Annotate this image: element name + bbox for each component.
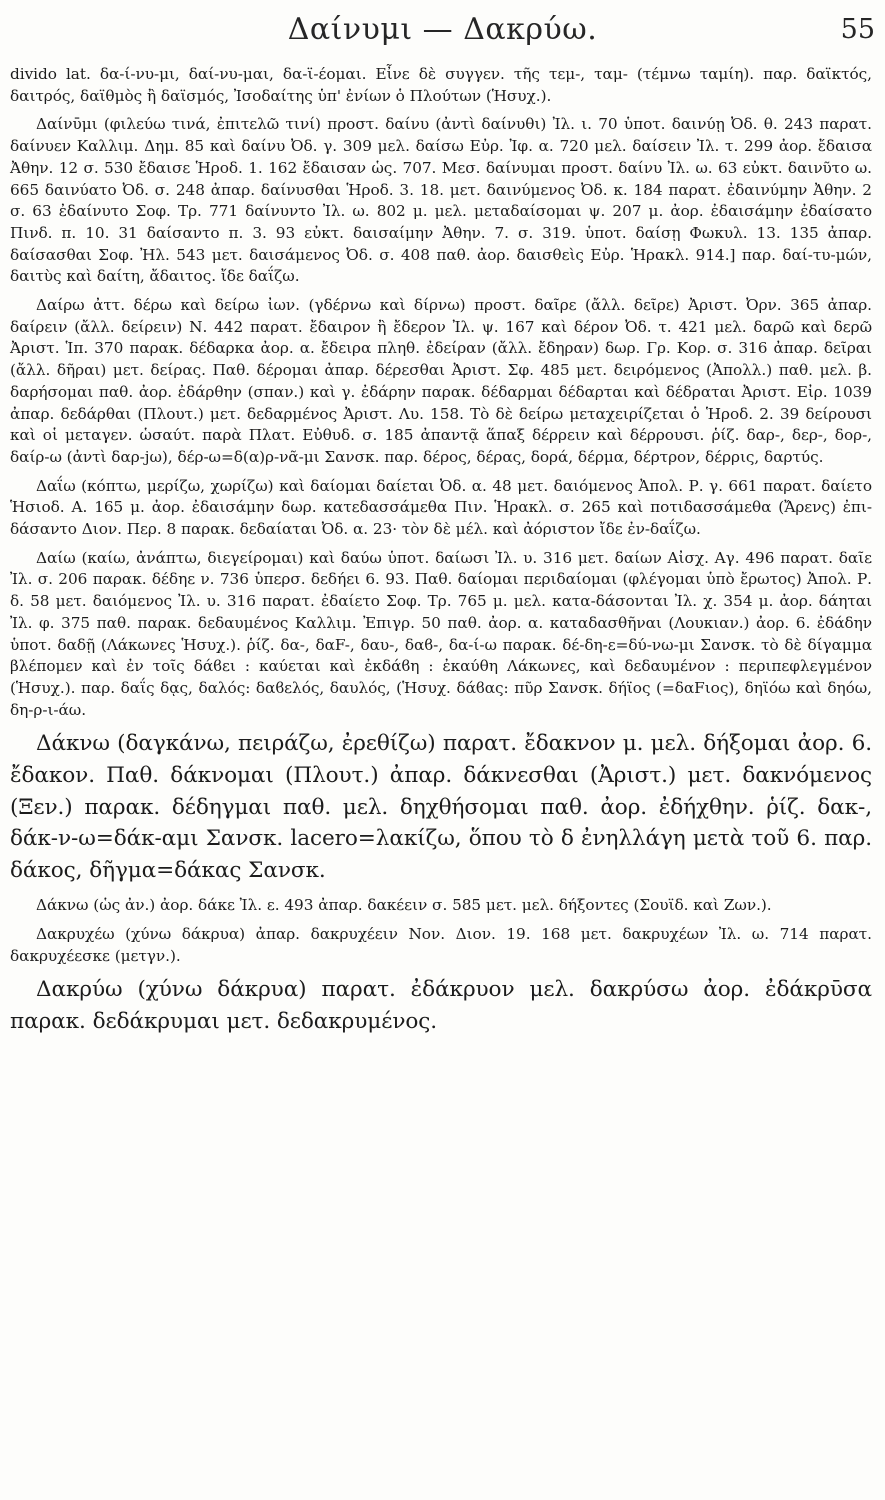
dictionary-body [10,64,872,1047]
entry-dakno: Δάκνω (δαγκάνω, πειράζω, ἐρεθίζω) παρατ. ἔδακνον μ. μελ. δήξομαι ἀορ. 6. ἔδακον. Παθ. δάκνομαι (Πλουτ.) ἀπαρ. δάκνεσθαι (Ἀριστ.) μετ. δακνόμενος (Ξεν.) παρακ. δέδηγμαι παθ. μελ. δηχθήσομαι παθ. ἀορ. ἐδήχθην. ῥίζ. δακ-, δάκ-ν-ω=δάκ-αμι Σανσκ. lacero=λακίζω, ὅπου τὸ δ ἐνηλλάγη μετὰ τοῦ 6. παρ. δάκος, δῆγμα=δάκας Σανσκ. [10,731,872,883]
entry-daio-divide: Δαΐω (κόπτω, μερίζω, χωρίζω) καὶ δαίομαι δαίεται Ὀδ. α. 48 μετ. δαιόμενος Ἀπολ. Ρ. γ. 661 παρατ. δαίετο Ἡσιοδ. Α. 165 μ. ἀορ. ἐδαισάμην δωρ. κατεδασσάμεθα Πιν. Ἡρακλ. σ. 265 καὶ ποτιδασσάμεθα (Ἄρενς) ἐπι-δάσαντο Διον. Περ. 8 παρακ. δεδαίαται Ὀδ. α. 23· τὸν δὲ μέλ. καὶ ἀόριστον ἴδε ἐν-δαΐζω. [10,476,872,539]
page-header [0,10,885,54]
entry-dainymi: Δαίνῡμι (φιλεύω τινά, ἐπιτελῶ τινί) προστ. δαίνυ (ἀντὶ δαίνυθι) Ἰλ. ι. 70 ὑποτ. δαινύῃ Ὀδ. θ. 243 παρατ. δαίνυεν Καλλιμ. Δημ. 85 καὶ δαίνυ Ὀδ. γ. 309 μελ. δαίσω Εὐρ. Ἰφ. α. 720 μελ. δαίσειν Ἰλ. τ. 299 ἀορ. ἔδαισα Ἀθην. 12 σ. 530 ἔδαισε Ἡροδ. 1. 162 ἔδαισαν ὡς. 707. Μεσ. δαίνυμαι προστ. δαίνυ Ἰλ. ω. 63 εὐκτ. δαινῦτο ω. 665 δαινύατο Ὀδ. σ. 248 ἀπαρ. δαίνυσθαι Ἡροδ. 3. 18. μετ. δαινύμενος Ὀδ. κ. 184 παρατ. ἐδαινύμην Ἀθην. 2 σ. 63 ἐδαίνυτο Σοφ. Τρ. 771 δαίνυντο Ἰλ. ω. 802 μ. μελ. μεταδαίσομαι ψ. 207 μ. ἀορ. ἐδαισάμην ἐδαίσατο Πινδ. π. 10. 31 δαίσαντο π. 3. 93 εὐκτ. δαισαίμην Ἀθην. 7. σ. 319. ὑποτ. δαίσῃ Φωκυλ. 13. 135 ἀπαρ. δαίσασθαι Σοφ. Ἠλ. 543 μετ. δαισάμενος Ὀδ. σ. 408 παθ. ἀορ. δαισθεὶς Εὐρ. Ἡρακλ. 914.] παρ. δαί-τυ-μών, δαιτὺς καὶ δαίτη, ἄδαιτος. ἴδε δαΐζω. [10,115,872,286]
entry-dakrycheo: Δακρυχέω (χύνω δάκρυα) ἀπαρ. δακρυχέειν Νον. Διον. 19. 168 μετ. δακρυχέων Ἰλ. ω. 714 παρατ. δακρυχέεσκε (μετγν.). [10,925,872,965]
page-number: 55 [840,14,875,45]
entry-daio-continuation: divido lat. δα-ί-νυ-μι, δαί-νυ-μαι, δα-ϊ-έομαι. Εἶνε δὲ συγγεν. τῆς τεμ-, ταμ- (τέμνω ταμίη). παρ. δαϊκτός, δαιτρός, δαϊθμὸς ἢ δαϊσμός, Ἰσοδαίτης ὑπ' ἐνίων ὁ Πλούτων (Ἡσυχ.). [10,65,872,105]
entry-dakryo: Δακρύω (χύνω δάκρυα) παρατ. ἐδάκρυον μελ. δακρύσω ἀορ. ἐδάκρῡσα παρακ. δεδάκρυμαι μετ. δεδακρυμένος. [10,977,872,1035]
running-title: Δαίνυμι — Δακρύω. [287,12,598,47]
entry-dakno-second: Δάκνω (ὡς ἀν.) ἀορ. δάκε Ἰλ. ε. 493 ἀπαρ. δακέειν σ. 585 μετ. μελ. δήξοντες (Σουϊδ. καὶ Ζων.). [36,896,772,915]
entry-daio-burn: Δαίω (καίω, ἀνάπτω, διεγείρομαι) καὶ δαύω ὑποτ. δαίωσι Ἰλ. υ. 316 μετ. δαίων Αἰσχ. Αγ. 496 παρατ. δαῖε Ἰλ. σ. 206 παρακ. δέδηε ν. 736 ὑπερσ. δεδήει 6. 93. Παθ. δαίομαι περιδαίομαι (φλέγομαι ὑπὸ ἔρωτος) Ἀπολ. Ρ. δ. 58 μετ. δαιόμενος Ἰλ. υ. 316 παρατ. ἐδαίετο Σοφ. Τρ. 765 μ. μελ. κατα-δάσονται Ἰλ. χ. 354 μ. ἀορ. δάηται Ἰλ. φ. 375 παθ. παρακ. δεδαυμένος Καλλιμ. Ἐπιγρ. 50 παθ. ἀορ. α. καταδασθῆναι (Λουκιαν.) ἀορ. 6. ἐδάδην ὑποτ. δαδῇ (Λάκωνες Ἡσυχ.). ῥίζ. δα-, δαF-, δαυ-, δαϐ-, δα-ί-ω παρακ. δέ-δη-ε=δύ-νω-μι Σανσκ. τὸ δὲ δίγαμμα βλέπομεν καὶ ἐν τοῖς δάϐει : καύεται καὶ ἐκδάϐη : ἐκαύθη Λάκωνες, καὶ δεδαυμένον : περιπεφλεγμένον (Ἡσυχ.). παρ. δαΐς δᾳς, δαλός: δαϐελός, δαυλός, (Ἡσυχ. δάϐας: πῦρ Σανσκ. δήϊος (=δαFιος), δηϊόω καὶ δηόω, δη-ρ-ι-άω. [10,548,872,719]
entry-dairo: Δαίρω ἀττ. δέρω καὶ δείρω ἰων. (γδέρνω καὶ δίρνω) προστ. δαῖρε (ἄλλ. δεῖρε) Ἀριστ. Ὀρν. 365 ἀπαρ. δαίρειν (ἄλλ. δείρειν) Ν. 442 παρατ. ἔδαιρον ἢ ἔδερον Ἰλ. ψ. 167 καὶ δέρον Ὀδ. τ. 421 μελ. δαρῶ καὶ δερῶ Ἀριστ. Ἱπ. 370 παρακ. δέδαρκα ἀορ. α. ἔδειρα πληθ. ἐδείραν (ἄλλ. ἔδηραν) δωρ. Γρ. Κορ. σ. 316 ἀπαρ. δεῖραι (ἄλλ. δῆραι) μετ. δείρας. Παθ. δέρομαι ἀπαρ. δέρεσθαι Ἀριστ. Σφ. 485 μετ. δειρόμενος (Ἀπολλ.) παθ. μελ. β. δαρήσομαι παθ. ἀορ. ἐδάρθην (σπαν.) καὶ γ. ἐδάρην παρακ. δέδαρμαι δέδαρται καὶ δέδραται Ἀριστ. Εἰρ. 1039 ἀπαρ. δεδάρθαι (Πλουτ.) μετ. δεδαρμένος Ἀριστ. Λυ. 158. Τὸ δὲ δείρω μεταχειρίζεται ὁ Ἡροδ. 2. 39 δείρουσι καὶ οἱ μεταγεν. ὡσαύτ. παρὰ Πλατ. Εὐθυδ. σ. 185 ἀπαντᾷ ἅπαξ δέρρειν καὶ δέρρουσι. ῥίζ. δαρ-, δερ-, δορ-, δαίρ-ω (ἀντὶ δαρ-jω), δέρ-ω=δ(α)ρ-νᾶ-μι Σανσκ. παρ. δέρος, δέρας, δορά, δέρμα, δέρτρον, δέρρις, δαρτύς. [10,296,872,466]
